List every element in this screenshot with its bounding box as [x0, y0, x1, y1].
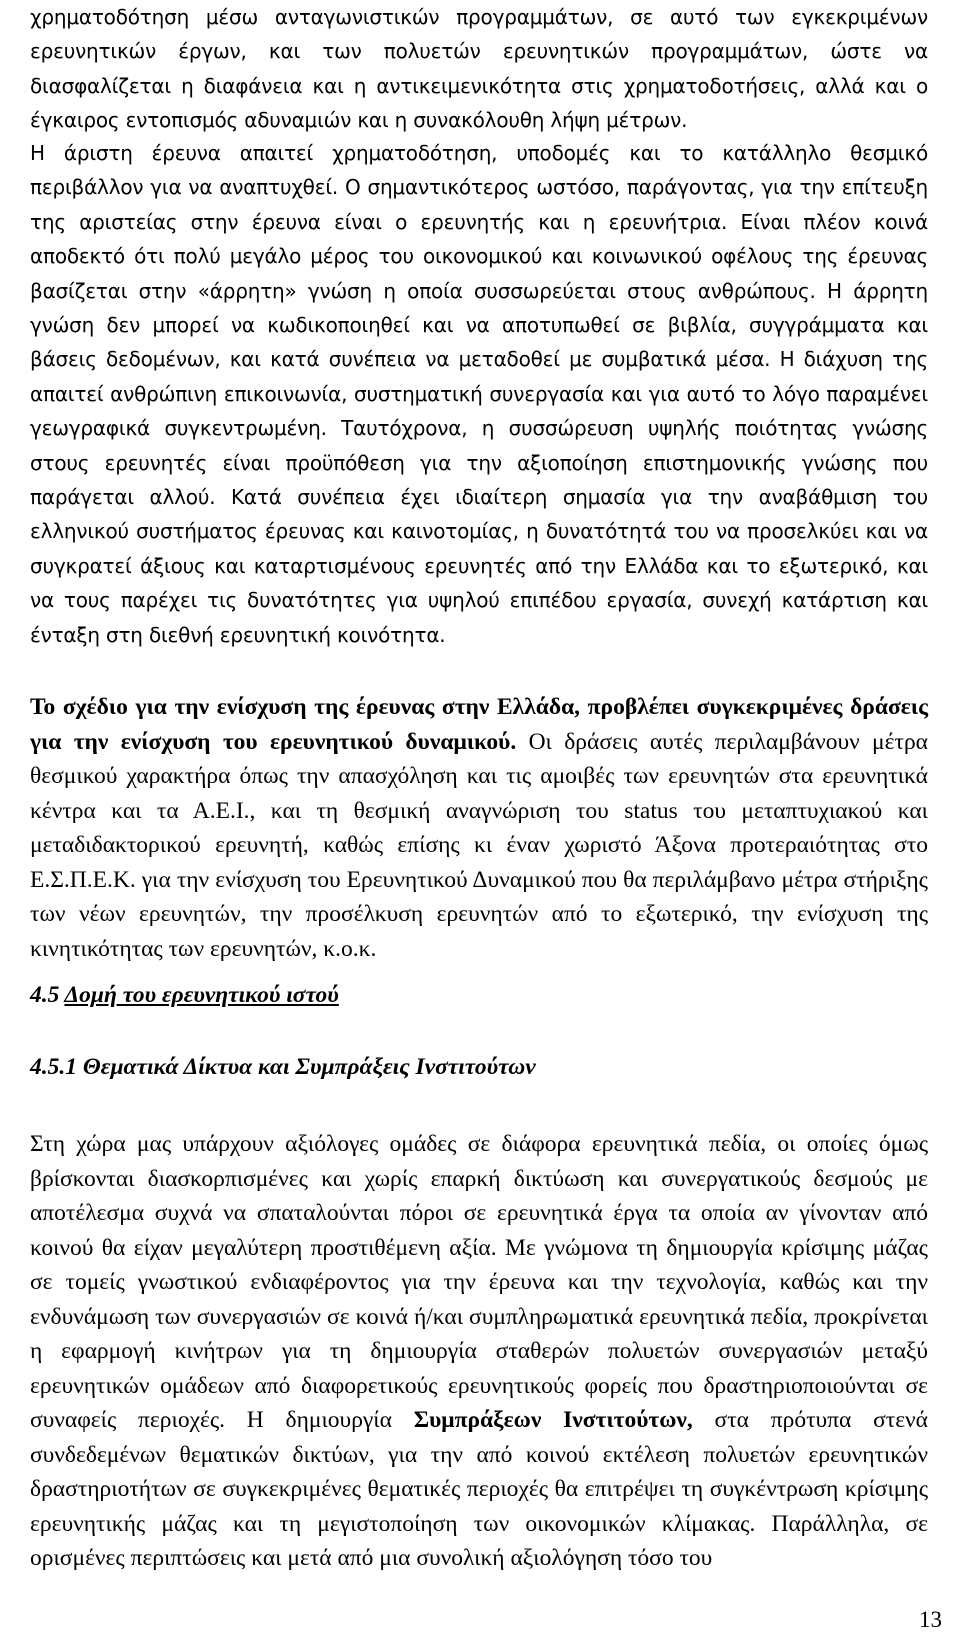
paragraph-2: Η άριστη έρευνα απαιτεί χρηματοδότηση, υποδομές και το κατάλληλο θεσμικό περιβάλλον για να αναπτυχθεί. Ο σημαντικότερος ωστόσο, παράγοντας, για την επίτευξη της αριστείας στην έρευνα είναι ο ερευνητής και η ερευνήτρια. Είναι πλέον κοινά αποδεκτό ότι πολύ μεγάλο μέρος του οικονομικού και κοινωνικού οφέλους της έρευνας βασίζεται στην «άρρητη» γνώση η οποία συσσωρεύεται στους ανθρώπους. Η άρρητη γνώση δεν μπορεί να κωδικοποιηθεί και να αποτυπωθεί σε βιβλία, συγγράμματα και βάσεις δεδομένων, και κατά συνέπεια να μεταδοθεί με συμβατικά μέσα. Η διάχυση της απαιτεί ανθρώπινη επικοινωνία, συστηματική συνεργασία και για αυτό το λόγο παραμένει γεωγραφικά συγκεντρωμένη. Ταυτόχρονα, η συσσώρευση υψηλής ποιότητας γνώσης στους ερευνητές είναι προϋπόθεση για την αξιοποίηση επιστημονικής γνώσης που παράγεται αλλού. Κατά συνέπεια έχει ιδιαίτερη σημασία για την αναβάθμιση του ελληνικού συστήματος έρευνας και καινοτομίας, η δυνατότητά του να προσελκύει και να συγκρατεί άξιους και καταρτισμένους ερευνητές από την Ελλάδα και το εξωτερικό, και να τους παρέχει τις δυνατότητες για υψηλού επιπέδου εργασία, συνεχή κατάρτιση και ένταξη στη διεθνή ερευνητική κοινότητα. [30, 141, 928, 647]
paragraph-3-body: Οι δράσεις αυτές περιλαμβάνουν μέτρα θεσμικού χαρακτήρα όπως την απασχόληση και τις αμοιβές των ερευνητών στα ερευνητικά κέντρα και τα Α.Ε.Ι., και τη θεσμική αναγνώριση του status του μεταπτυχιακού και μεταδιδακτορικού ερευνητή, καθώς επίσης κι έναν χωριστό Άξονα προτεραιότητας στο Ε.Σ.Π.Ε.Κ. για την ενίσχυση του Ερευνητικού Δυναμικού που θα περιλάμβανο μέτρα στήριξης των νέων ερευνητών, την προσέλκυση ερευνητών από το εξωτερικό, την ενίσχυση της κινητικότητας των ερευνητών, κ.ο.κ. [30, 728, 928, 962]
section-heading-4-5-1 [30, 1050, 536, 1084]
paragraph-4 [30, 1127, 928, 1576]
page-number: 13 [919, 1607, 942, 1632]
paragraph-4-bold: Συμπράξεων Ινστιτούτων, [413, 1407, 693, 1433]
paragraph-4-part-2: στα πρότυπα στενά συνδεδεμένων θεματικών δικτύων, για την από κοινού εκτέλεση πολυετών ερευνητικών δραστηριοτήτων σε συγκεκριμένες θεματικές περιοχές θα επιτρέψει τη συγκέντρωση κρίσιμης ερευνητικής μάζας και τη μεγιστοποίηση των οικονομικών κλίμακας. Παράλληλα, σε ορισμένες περιπτώσεις και μετά από μια συνολική αξιολόγηση τόσο του [30, 1407, 928, 1571]
section-title: Δομή του ερευνητικού ιστού [64, 982, 339, 1008]
section-number: 4.5 [30, 982, 60, 1008]
subsection-title: Θεματικά Δίκτυα και Συμπράξεις Ινστιτούτων [82, 1054, 536, 1080]
paragraph-1: χρηματοδότηση μέσω ανταγωνιστικών προγραμμάτων, σε αυτό των εγκεκριμένων ερευνητικών έργων, και των πολυετών ερευνητικών προγραμμάτων, ώστε να διασφαλίζεται η διαφάνεια και η αντικειμενικότητα στις χρηματοδοτήσεις, αλλά και ο έγκαιρος εντοπισμός αδυναμιών και η συνακόλουθη λήψη μέτρων. [30, 5, 928, 133]
paragraph-3 [30, 690, 928, 966]
paragraph-4-part-1: Στη χώρα μας υπάρχουν αξιόλογες ομάδες σε διάφορα ερευνητικά πεδία, οι οποίες όμως βρίσκονται διασκορπισμένες και χωρίς επαρκή δικτύωση και συνεργατικούς δεσμούς με αποτέλεσμα συχνά να σπαταλούνται πόροι σε ερευνητικά έργα τα οποία αν γίνονταν από κοινού θα είχαν μεγαλύτερη προστιθέμενη αξία. Με γνώμονα τη δημιουργία κρίσιμης μάζας σε τομείς γνωστικού ενδιαφέροντος για την έρευνα και την τεχνολογία, καθώς και την ενδυνάμωση των συνεργασιών σε κοινά ή/και συμπληρωματικά ερευνητικά πεδία, προκρίνεται η εφαρμογή κινήτρων για τη δημιουργία σταθερών πολυετών συνεργασιών μεταξύ ερευνητικών ομάδεων από διαφορετικούς ερευνητικούς φορείς που δραστηριοποιούνται σε συναφείς περιοχές. Η δημιουργία [30, 1131, 928, 1433]
paragraph-3-bold-lead: Το σχέδιο για την ενίσχυση της έρευνας στην Ελλάδα, προβλέπει συγκεκριμένες δράσεις για την ενίσχυση του ερευνητικού δυναμικού. [30, 694, 928, 755]
subsection-number: 4.5.1 [30, 1054, 77, 1080]
section-heading-4-5 [30, 978, 339, 1012]
